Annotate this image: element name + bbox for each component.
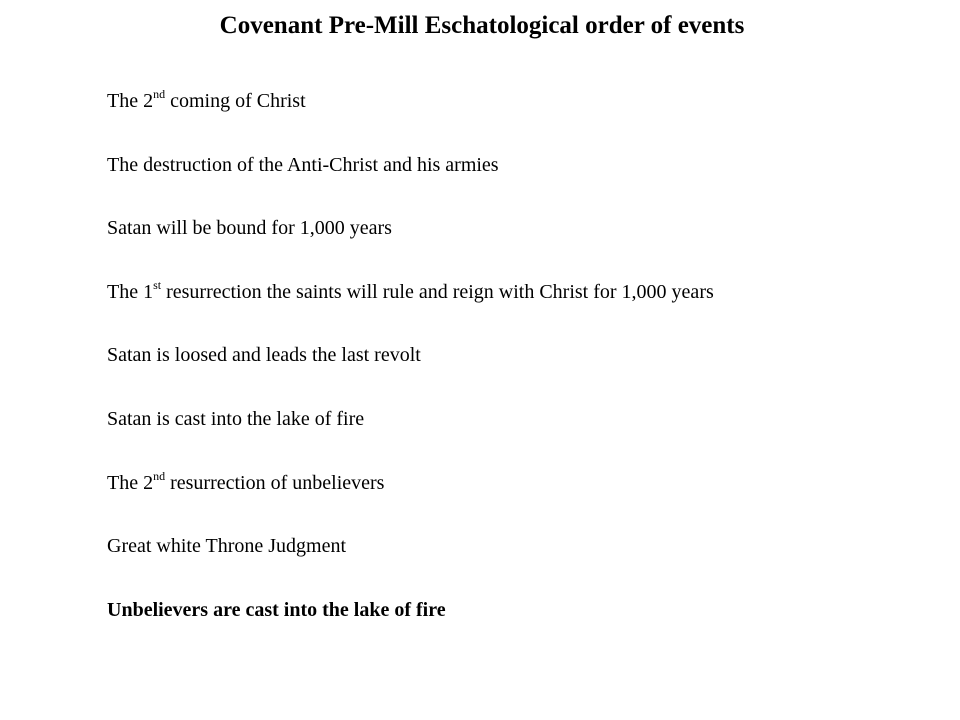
event-text: resurrection the saints will rule and reign with Christ for 1,000 years: [161, 280, 714, 303]
event-ordinal-suffix: nd: [153, 87, 166, 102]
event-text: Satan will be bound for 1,000 years: [107, 217, 392, 240]
event-item-satan-loosed: [107, 340, 714, 404]
event-text: The destruction of the Anti-Christ and his armies: [107, 153, 499, 176]
event-item-antichrist-destruction: [107, 150, 714, 214]
event-text: The 1: [107, 280, 154, 303]
event-text: resurrection of unbelievers: [165, 471, 385, 494]
event-item-first-resurrection: [107, 277, 714, 341]
event-text: Satan is loosed and leads the last revolt: [107, 344, 421, 367]
event-ordinal-suffix: st: [153, 278, 162, 293]
event-text: Unbelievers are cast into the lake of fire: [107, 598, 446, 621]
event-item-satan-bound: [107, 213, 714, 277]
event-text: Great white Throne Judgment: [107, 535, 347, 558]
event-item-second-resurrection: [107, 468, 714, 532]
event-ordinal-suffix: nd: [153, 468, 166, 483]
event-text: Satan is cast into the lake of fire: [107, 407, 365, 430]
event-item-second-coming: [107, 86, 714, 150]
event-text: The 2: [107, 471, 154, 494]
event-list: [107, 86, 714, 658]
event-text: coming of Christ: [165, 90, 306, 112]
slide-title: Covenant Pre-Mill Eschatological order of events: [219, 12, 745, 39]
event-item-throne-judgment: [107, 531, 714, 595]
event-item-unbelievers-cast: [107, 595, 714, 659]
event-text: The 2: [107, 90, 154, 112]
event-item-satan-cast: [107, 404, 714, 468]
